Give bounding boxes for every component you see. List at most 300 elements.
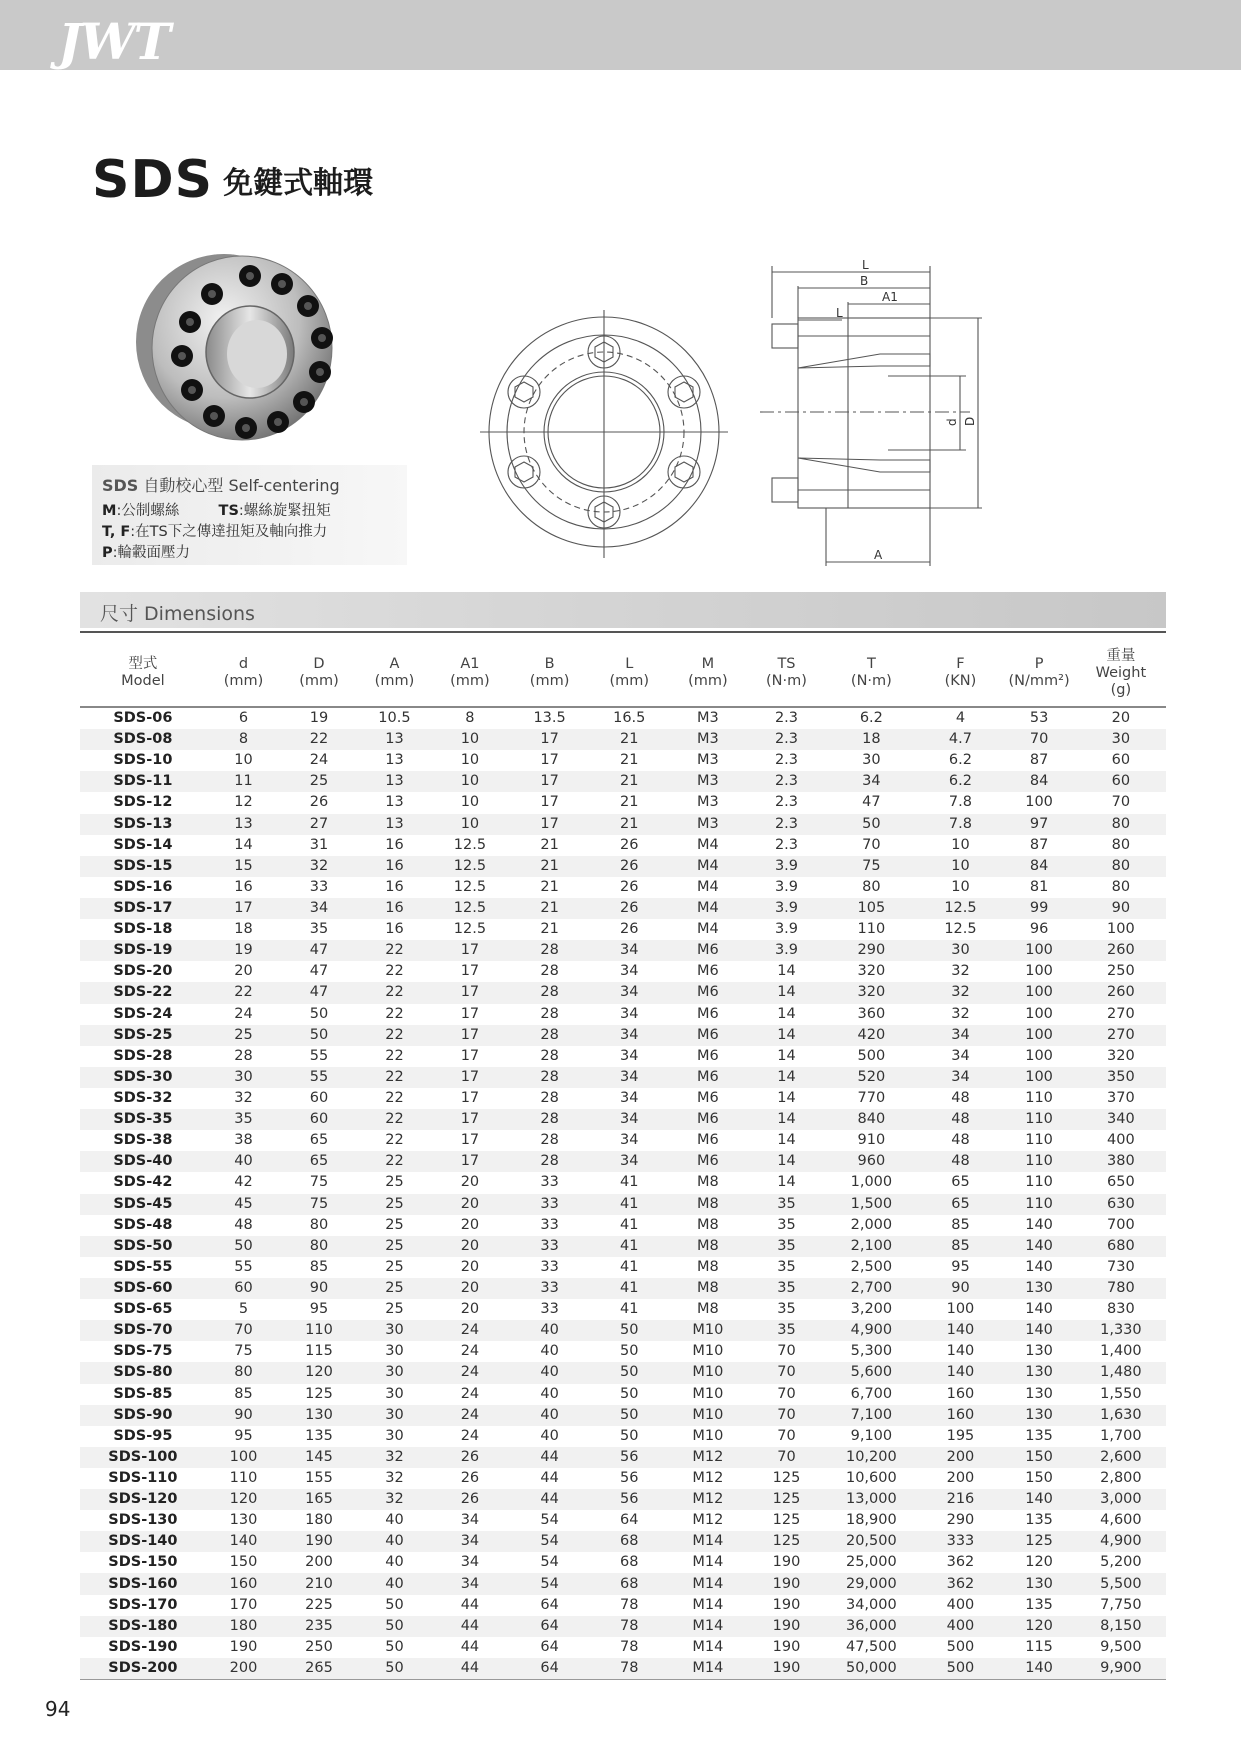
table-row (80, 1130, 1166, 1151)
table-cell: 400 (919, 1616, 1003, 1637)
table-cell: 35 (749, 1194, 824, 1215)
table-cell: M12 (692, 1469, 724, 1486)
table-cell: 100 (1002, 940, 1075, 961)
table-cell: 17 (508, 814, 592, 835)
table-cell: 140 (919, 1320, 1003, 1341)
table-row (80, 1658, 1166, 1680)
table-cell: 8 (206, 729, 281, 750)
table-cell: 130 (1002, 1573, 1075, 1594)
table-cell: 140 (1025, 1258, 1053, 1275)
table-cell: M4 (667, 856, 749, 877)
table-cell: 100 (1025, 1005, 1053, 1022)
table-cell: M10 (667, 1320, 749, 1341)
model-cell: SDS-10 (113, 752, 173, 769)
table-cell: 85 (309, 1258, 329, 1275)
table-cell: 30 (385, 1427, 404, 1444)
table-cell: 40 (385, 1554, 404, 1571)
table-cell: 190 (749, 1616, 824, 1637)
table-cell: 34 (432, 1573, 507, 1594)
table-cell: 41 (592, 1194, 667, 1215)
table-cell: 780 (1076, 1278, 1166, 1299)
legend-tf-key: T, F (102, 524, 131, 540)
table-cell: 21 (508, 898, 592, 919)
table-cell: M14 (667, 1658, 749, 1680)
table-cell: 7.8 (919, 814, 1003, 835)
table-cell: 260 (1076, 982, 1166, 1003)
legend-tf-text: :在TS下之傳達扭矩及軸向推力 (130, 524, 328, 540)
table-cell: 26 (620, 836, 639, 853)
legend-row-p (102, 541, 190, 562)
table-cell: 68 (592, 1531, 667, 1552)
table-cell: 150 (229, 1554, 258, 1571)
table-cell: 40 (385, 1512, 404, 1529)
column-header-line: d (238, 656, 249, 672)
table-cell: 5 (238, 1301, 249, 1318)
table-cell: 30 (385, 1343, 404, 1360)
table-cell: 10,600 (845, 1469, 897, 1486)
table-row (80, 1025, 1166, 1046)
table-cell: 40 (540, 1427, 559, 1444)
table-cell: 1,500 (824, 1194, 918, 1215)
table-cell: 47 (309, 963, 329, 980)
model-cell: SDS-40 (80, 1151, 206, 1172)
table-cell: 100 (1002, 1025, 1075, 1046)
table-cell: 1,550 (1100, 1385, 1142, 1402)
column-header-line: B (544, 656, 555, 672)
table-cell: 730 (1107, 1258, 1135, 1275)
table-cell: 130 (281, 1405, 356, 1426)
table-cell: 90 (919, 1278, 1003, 1299)
table-row (80, 1573, 1166, 1594)
table-cell: 44 (432, 1616, 507, 1637)
table-cell: 17 (432, 1025, 507, 1046)
table-cell: M12 (667, 1489, 749, 1510)
table-cell: 22 (385, 1090, 404, 1107)
model-cell: SDS-22 (80, 982, 206, 1003)
table-cell: 54 (508, 1573, 592, 1594)
dim-label-B: B (860, 274, 869, 288)
table-cell: 34 (592, 1151, 667, 1172)
table-cell: 190 (229, 1638, 258, 1655)
model-cell: SDS-38 (113, 1132, 173, 1149)
column-header-line: (N·m) (850, 673, 892, 689)
table-cell: 80 (309, 1216, 329, 1233)
table-cell: 29,000 (824, 1573, 918, 1594)
table-cell: 56 (592, 1489, 667, 1510)
table-cell: 26 (460, 1469, 480, 1486)
table-cell: 7.8 (948, 794, 972, 811)
table-cell: 28 (508, 1067, 592, 1088)
column-header-line: Model (121, 673, 165, 689)
column-header (432, 640, 507, 707)
table-cell: 54 (540, 1512, 559, 1529)
table-cell: M6 (696, 1005, 719, 1022)
table-cell: 13 (385, 752, 404, 769)
table-body (80, 707, 1166, 1680)
table-cell: 13 (357, 814, 432, 835)
legend-type-label: SDS (102, 476, 139, 495)
table-cell: 125 (772, 1469, 801, 1486)
table-cell: 85 (951, 1216, 970, 1233)
table-cell: 36,000 (824, 1616, 918, 1637)
table-cell: 110 (1002, 1151, 1075, 1172)
table-row (80, 1004, 1166, 1025)
table-cell: 8 (465, 710, 475, 727)
model-cell: SDS-160 (80, 1573, 206, 1594)
table-cell: 50,000 (824, 1658, 918, 1680)
table-cell: 32 (281, 856, 356, 877)
table-cell: 17 (460, 1090, 480, 1107)
model-cell: SDS-17 (80, 898, 206, 919)
table-cell: M8 (667, 1236, 749, 1257)
table-row (80, 961, 1166, 982)
column-header-line: (N·m) (766, 673, 807, 689)
model-cell: SDS-06 (113, 710, 173, 727)
legend-row-m (102, 499, 331, 520)
column-header-line: (mm) (374, 673, 415, 689)
table-cell: 22 (357, 982, 432, 1003)
table-row (80, 898, 1166, 919)
column-header-line: Weight (1095, 664, 1147, 681)
table-cell: 56 (592, 1447, 667, 1468)
table-row (80, 1046, 1166, 1067)
table-cell: 25,000 (845, 1554, 897, 1571)
table-cell: 840 (824, 1109, 918, 1130)
table-row (80, 1489, 1166, 1510)
table-cell: 3.9 (749, 940, 824, 961)
model-cell: SDS-130 (108, 1512, 178, 1529)
table-cell: 190 (749, 1573, 824, 1594)
table-row (80, 1278, 1166, 1299)
table-cell: 35 (206, 1109, 281, 1130)
table-cell: 34 (281, 898, 356, 919)
table-cell: 21 (620, 752, 639, 769)
table-cell: 50 (620, 1343, 639, 1360)
model-cell: SDS-150 (108, 1554, 178, 1571)
table-row (80, 1194, 1166, 1215)
table-cell: 80 (1111, 878, 1131, 895)
front-view-drawing (478, 310, 738, 560)
table-cell: 14 (777, 1132, 796, 1149)
table-cell: 22 (206, 982, 281, 1003)
table-cell: 35 (749, 1320, 824, 1341)
table-cell: 2.3 (749, 771, 824, 792)
table-cell: 290 (824, 940, 918, 961)
table-cell: 56 (620, 1469, 639, 1486)
column-header-line: TS (777, 656, 796, 672)
table-cell: 41 (620, 1174, 639, 1191)
legend-row-tf (102, 520, 327, 541)
table-cell: 34 (620, 1047, 639, 1064)
table-row (80, 1236, 1166, 1257)
table-cell: 33 (508, 1236, 592, 1257)
table-cell: 75 (309, 1174, 329, 1191)
table-row (80, 1510, 1166, 1531)
model-cell: SDS-14 (113, 836, 173, 853)
table-cell: 6,700 (850, 1385, 893, 1402)
table-cell: 4,900 (1076, 1531, 1166, 1552)
table-cell: 22 (357, 1109, 432, 1130)
table-cell: 1,480 (1076, 1362, 1166, 1383)
table-cell: 80 (862, 878, 881, 895)
table-cell: 130 (1025, 1343, 1053, 1360)
table-cell: 110 (1025, 1132, 1053, 1149)
table-cell: 80 (1111, 836, 1131, 853)
table-cell: 120 (1025, 1554, 1053, 1571)
table-cell: 50 (357, 1658, 432, 1680)
table-cell: 140 (1002, 1658, 1075, 1680)
table-cell: 25 (385, 1216, 404, 1233)
table-cell: 500 (857, 1047, 886, 1064)
model-cell: SDS-25 (80, 1025, 206, 1046)
table-cell: 78 (620, 1596, 639, 1613)
table-cell: 34,000 (845, 1596, 897, 1613)
table-cell: M10 (667, 1362, 749, 1383)
table-cell: M6 (696, 1090, 719, 1107)
table-cell: 24 (460, 1343, 480, 1360)
table-cell: 32 (951, 1005, 970, 1022)
table-cell: 1,400 (1100, 1343, 1142, 1360)
table-cell: 14 (777, 1005, 796, 1022)
table-cell: 8,150 (1076, 1616, 1166, 1637)
table-cell: 90 (281, 1278, 356, 1299)
table-cell: 17 (432, 1109, 507, 1130)
column-header-line: (N/mm²) (1008, 673, 1070, 689)
table-cell: 50 (824, 814, 918, 835)
table-row (80, 729, 1166, 750)
table-cell: M6 (667, 1109, 749, 1130)
table-row (80, 750, 1166, 771)
table-cell: 290 (946, 1512, 975, 1529)
table-cell: 24 (460, 1385, 480, 1402)
table-cell: 68 (620, 1554, 639, 1571)
table-cell: 200 (919, 1447, 1003, 1468)
model-cell: SDS-200 (80, 1658, 206, 1680)
table-cell: 22 (357, 940, 432, 961)
table-row (80, 1257, 1166, 1278)
table-cell: 14 (749, 1151, 824, 1172)
column-header-line: (mm) (529, 673, 570, 689)
table-row (80, 835, 1166, 856)
table-cell: 9,500 (1100, 1638, 1142, 1655)
table-cell: 180 (305, 1512, 333, 1529)
table-cell: 33 (540, 1258, 559, 1275)
table-cell: 28 (540, 1047, 559, 1064)
table-cell: 110 (229, 1469, 258, 1486)
table-cell: 70 (206, 1320, 281, 1341)
table-cell: 97 (1002, 814, 1075, 835)
table-cell: 30 (357, 1405, 432, 1426)
table-cell: M6 (667, 940, 749, 961)
table-cell: 65 (309, 1132, 329, 1149)
table-cell: 2,100 (824, 1236, 918, 1257)
table-cell: 125 (772, 1512, 801, 1529)
table-cell: 100 (1025, 794, 1053, 811)
table-row (80, 1447, 1166, 1468)
page-number: 94 (45, 1697, 71, 1721)
table-row (80, 1384, 1166, 1405)
table-cell: 21 (592, 729, 667, 750)
table-cell: 60 (206, 1278, 281, 1299)
table-cell: 24 (432, 1362, 507, 1383)
table-cell: 4,600 (1100, 1512, 1142, 1529)
model-cell: SDS-35 (80, 1109, 206, 1130)
table-cell: 420 (824, 1025, 918, 1046)
table-cell: 10 (432, 814, 507, 835)
table-cell: M12 (667, 1447, 749, 1468)
table-cell: 160 (206, 1573, 281, 1594)
table-cell: 10 (432, 729, 507, 750)
table-cell: 33 (540, 1301, 559, 1318)
table-cell: 21 (592, 771, 667, 792)
table-cell: M6 (696, 1047, 719, 1064)
table-cell: 265 (281, 1658, 356, 1680)
table-cell: 400 (946, 1596, 975, 1613)
table-cell: 32 (234, 1090, 253, 1107)
table-cell: 32 (919, 982, 1003, 1003)
table-cell: 30 (919, 940, 1003, 961)
table-cell: 40 (508, 1362, 592, 1383)
table-cell: 64 (508, 1658, 592, 1680)
table-cell: 110 (1025, 1090, 1053, 1107)
table-cell: 4.7 (919, 729, 1003, 750)
section-title: 尺寸 Dimensions (100, 603, 255, 625)
table-cell: 35 (309, 921, 329, 938)
table-cell: 40 (540, 1385, 559, 1402)
table-cell: 25 (206, 1025, 281, 1046)
model-cell: SDS-100 (80, 1447, 206, 1468)
table-cell: 16 (234, 878, 253, 895)
table-cell: 17 (432, 940, 507, 961)
table-cell: 170 (229, 1596, 258, 1613)
table-cell: 21 (540, 921, 559, 938)
table-cell: M10 (692, 1385, 724, 1402)
table-cell: 140 (1025, 1301, 1053, 1318)
table-cell: 27 (281, 814, 356, 835)
table-cell: 41 (592, 1236, 667, 1257)
table-cell: 78 (592, 1658, 667, 1680)
table-cell: 2,600 (1076, 1447, 1166, 1468)
model-cell: SDS-50 (80, 1236, 206, 1257)
model-cell: SDS-08 (80, 729, 206, 750)
table-cell: M6 (667, 1067, 749, 1088)
table-cell: 235 (281, 1616, 356, 1637)
table-cell: 2.3 (774, 794, 798, 811)
table-cell: 350 (1076, 1067, 1166, 1088)
column-header-line: (mm) (299, 673, 339, 689)
table-cell: 100 (1002, 982, 1075, 1003)
dim-label-L-inner: L (836, 306, 843, 320)
table-cell: 50 (592, 1362, 667, 1383)
table-cell: 21 (540, 878, 559, 895)
table-cell: 250 (305, 1638, 333, 1655)
column-header-line: F (956, 656, 965, 672)
table-cell: 34 (460, 1554, 480, 1571)
table-cell: 21 (508, 856, 592, 877)
table-cell: 910 (857, 1132, 886, 1149)
table-cell: 50 (281, 1025, 356, 1046)
model-cell: SDS-85 (113, 1385, 173, 1402)
table-cell: 85 (919, 1236, 1003, 1257)
table-cell: 225 (305, 1596, 333, 1613)
table-cell: 34 (824, 771, 918, 792)
table-cell: 70 (777, 1385, 796, 1402)
column-header (667, 640, 749, 707)
table-cell: 1,700 (1100, 1427, 1142, 1444)
column-header-line: (mm) (450, 673, 490, 689)
table-cell: 31 (309, 836, 329, 853)
table-cell: 14 (749, 1025, 824, 1046)
table-cell: 24 (460, 1427, 480, 1444)
table-cell: 320 (1107, 1047, 1135, 1064)
table-cell: 7,750 (1100, 1596, 1142, 1613)
table-cell: 2,000 (850, 1216, 893, 1233)
table-cell: M10 (692, 1343, 724, 1360)
table-cell: 5,200 (1100, 1554, 1142, 1571)
model-cell: SDS-65 (113, 1301, 173, 1318)
table-cell: 28 (540, 1132, 559, 1149)
table-cell: 47,500 (845, 1638, 897, 1655)
table-cell: 10.5 (378, 710, 411, 727)
table-cell: 160 (919, 1405, 1003, 1426)
table-cell: 80 (1076, 856, 1166, 877)
table-cell: 14 (777, 963, 796, 980)
table-cell: 64 (508, 1616, 592, 1637)
table-cell: M6 (667, 1151, 749, 1172)
table-cell: 34 (919, 1025, 1003, 1046)
table-cell: 55 (309, 1047, 329, 1064)
table-cell: 200 (946, 1469, 975, 1486)
table-cell: 12.5 (432, 898, 507, 919)
table-cell: 13,000 (824, 1489, 918, 1510)
table-cell: 34 (620, 1090, 639, 1107)
table-cell: 70 (749, 1405, 824, 1426)
table-cell: 65 (919, 1194, 1003, 1215)
table-cell: 28 (508, 1025, 592, 1046)
table-cell: 87 (1029, 836, 1049, 853)
model-cell: SDS-30 (80, 1067, 206, 1088)
table-cell: 9,100 (850, 1427, 893, 1444)
table-cell: 75 (824, 856, 918, 877)
table-cell: 54 (508, 1531, 592, 1552)
table-cell: 60 (1076, 771, 1166, 792)
column-header-line: 型式 (128, 656, 158, 672)
model-cell: SDS-140 (80, 1531, 206, 1552)
table-cell: 320 (857, 963, 886, 980)
table-cell: 100 (206, 1447, 281, 1468)
table-cell: 15 (206, 856, 281, 877)
table-cell: 34 (592, 982, 667, 1003)
table-row (80, 1215, 1166, 1236)
table-cell: 110 (857, 921, 886, 938)
table-cell: 25 (281, 771, 356, 792)
table-cell: 70 (749, 1447, 824, 1468)
table-cell: 90 (206, 1405, 281, 1426)
column-header (824, 640, 918, 707)
table-cell: 50 (206, 1236, 281, 1257)
table-cell: 44 (460, 1596, 480, 1613)
table-cell: 35 (777, 1301, 796, 1318)
column-header (1002, 640, 1075, 707)
table-cell: 35 (777, 1216, 796, 1233)
table-cell: 25 (385, 1174, 404, 1191)
model-cell: SDS-16 (113, 878, 173, 895)
table-cell: 75 (234, 1343, 253, 1360)
table-cell: 33 (508, 1278, 592, 1299)
table-cell: 14 (234, 836, 253, 853)
table-cell: 26 (620, 921, 639, 938)
table-cell: 12.5 (919, 898, 1003, 919)
